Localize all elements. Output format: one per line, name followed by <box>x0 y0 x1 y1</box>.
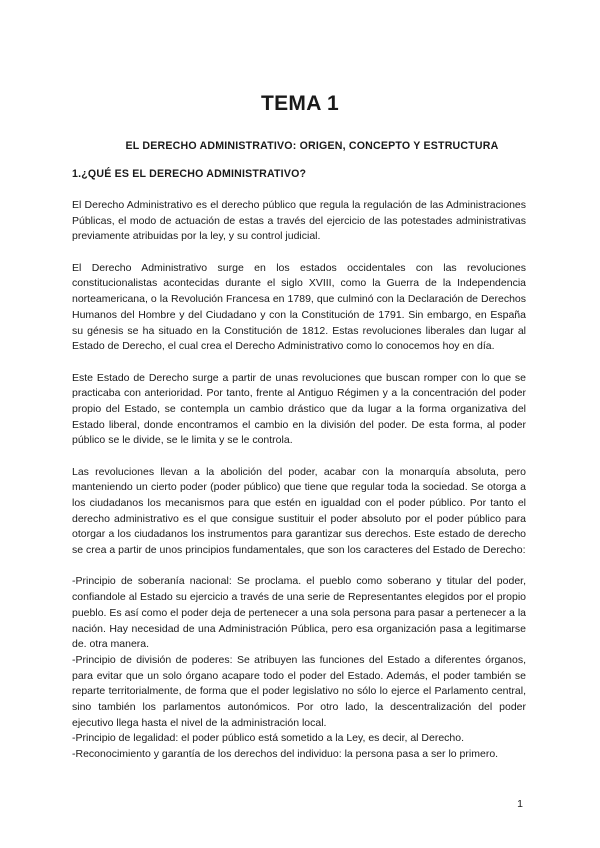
paragraph-revolutions: Las revoluciones llevan a la abolición del poder, acabar con la monarquía absoluta, pero manteniendo un cierto poder (poder público) que tiene que regular toda la sociedad. Se otorga a los ciudadanos los mecanismos para que estén en igualdad con el poder público. Por tanto el derecho administrativo es el que consigue sustituir el poder absoluto por el poder público para otorgar a los ciudadanos los instrumentos para garantizar sus derechos. Este estado de derecho se crea a partir de unos principios fundamentales, que son los caracteres del Estado de Derecho: <box>72 465 526 557</box>
principle-legality: -Principio de legalidad: el poder público está sometido a la Ley, es decir, al Derecho. <box>72 732 465 745</box>
principle-national-sovereignty: -Principio de soberanía nacional: Se proclama. el pueblo como soberano y titular del poder, confiandole al Estado su ejercicio a través de una serie de Representantes elegidos por el propio pueblo. Es así como el poder deja de pertenecer a una sola persona para pasar a pertenecer a la nación. Hay necesidad de una Administración Pública, pero esa organización pasa a legitimarse de. otra manera. <box>72 575 526 651</box>
page-number: 1 <box>517 798 523 810</box>
principle-individual-rights: -Reconocimiento y garantía de los derechos del individuo: la persona pasa a ser lo primero. <box>72 748 499 761</box>
paragraph-definition: El Derecho Administrativo es el derecho público que regula la regulación de las Administraciones Públicas, el modo de actuación de estas a través del ejercicio de las potestades administrativas previamente atribuidas por la ley, y su control judicial. <box>72 199 526 243</box>
principle-separation-of-powers: -Principio de división de poderes: Se atribuyen las funciones del Estado a diferentes órganos, para evitar que un solo órgano acapare todo el poder del Estado. Además, el poder también se reparte territorialmente, de forma que el poder legislativo no sólo lo ejerce el Parlamento central, sino también los parlamentos autonómicos. Por otro lado, la descentralización del poder ejecutivo llega hasta el nivel de la administración local. <box>72 653 526 729</box>
paragraph-rule-of-law: Este Estado de Derecho surge a partir de unas revoluciones que buscan romper con lo que se practicaba con anterioridad. Por tanto, frente al Antiguo Régimen y a la concentración del poder propio del Estado, se contempla un cambio drástico que da lugar a la forma organizativa del Estado liberal, donde encontramos el cambio en la división del poder. De esta forma, al poder público se le divide, se le limita y se le controla. <box>72 371 526 447</box>
document-title: TEMA 1 <box>260 92 340 115</box>
section-heading: 1.¿QUÉ ES EL DERECHO ADMINISTRATIVO? <box>72 168 307 180</box>
document-subtitle: EL DERECHO ADMINISTRATIVO: ORIGEN, CONCEPTO Y ESTRUCTURA <box>125 140 499 152</box>
document-body <box>72 198 526 763</box>
paragraph-origin: El Derecho Administrativo surge en los estados occidentales con las revoluciones constitucionalistas acontecidas durante el siglo XVIII, como la Guerra de la Independencia norteamericana, o la Revolución Francesa en 1789, que culminó con la Declaración de Derechos Humanos del Hombre y del Ciudadano y con la Constitución de 1791. Sin embargo, en España su génesis se ha situado en la Constitución de 1812. Estas revoluciones liberales dan lugar al Estado de Derecho, el cual crea el Derecho Administrativo como lo conocemos hoy en día. <box>72 261 526 353</box>
